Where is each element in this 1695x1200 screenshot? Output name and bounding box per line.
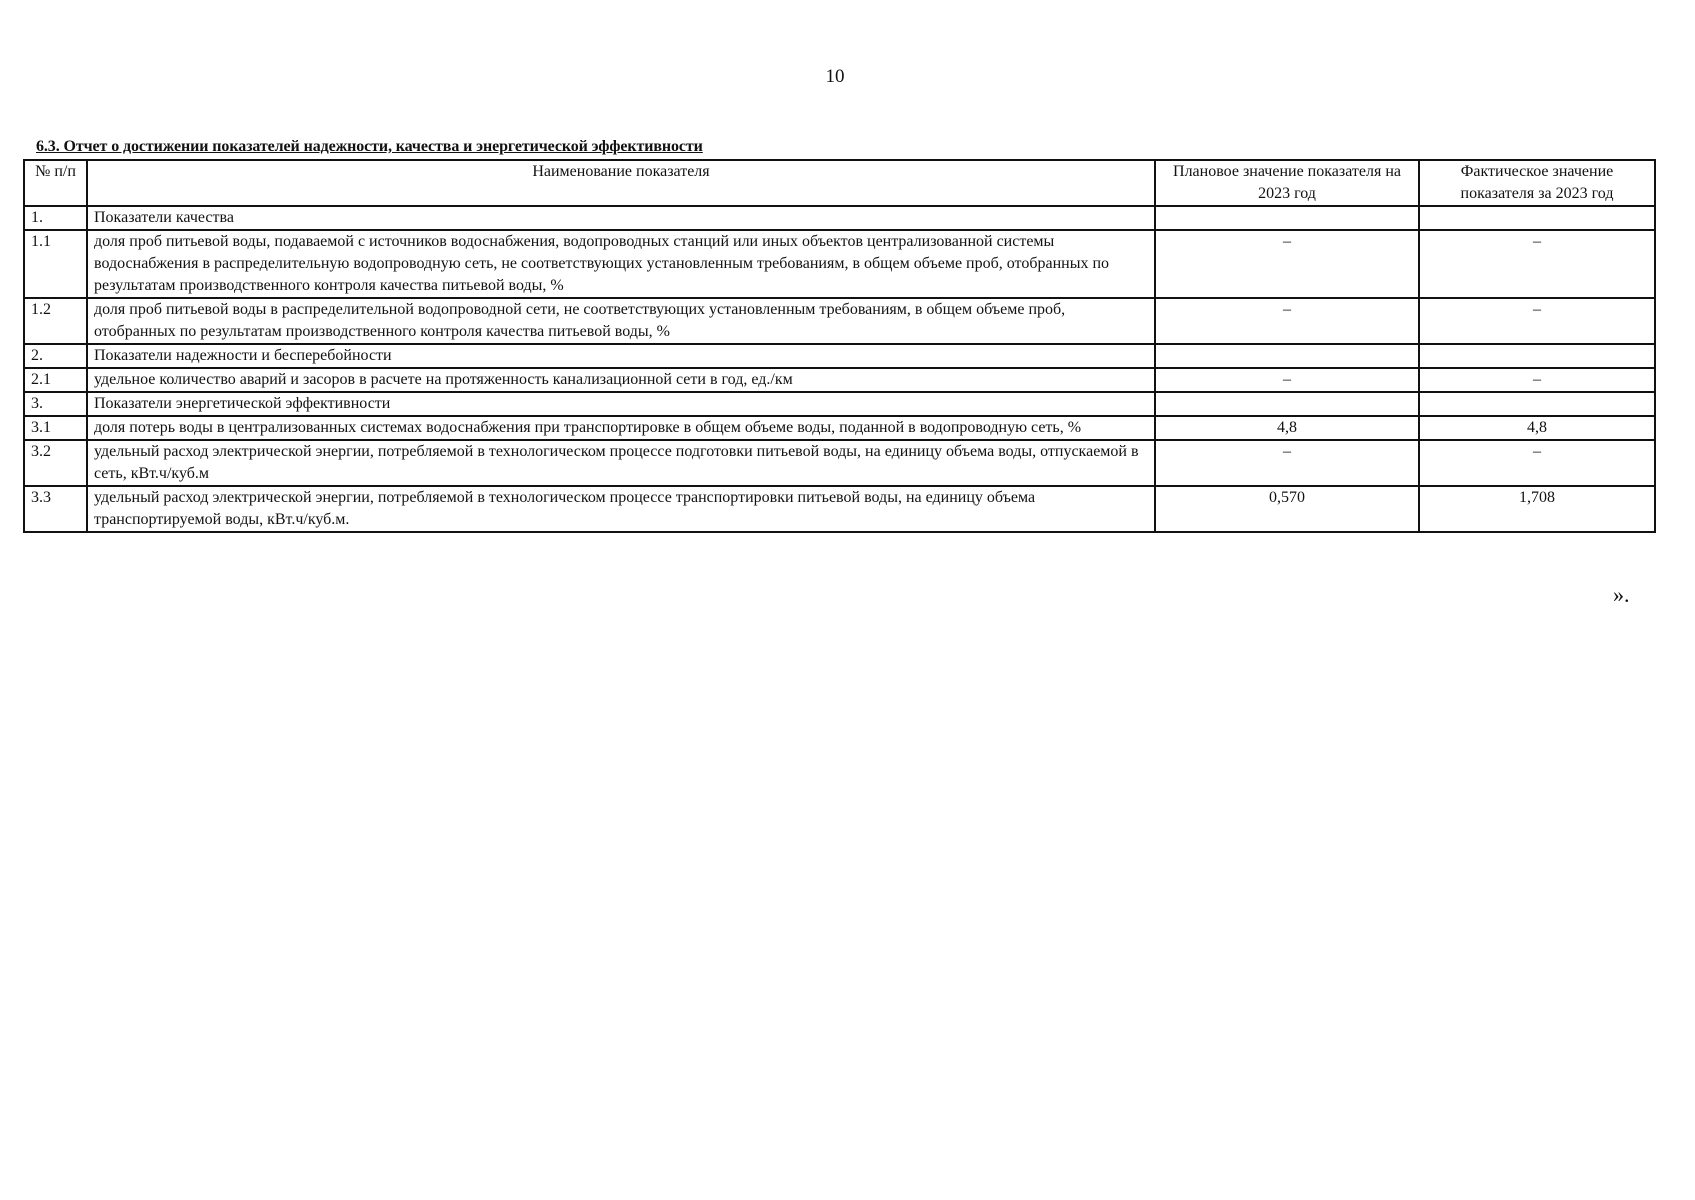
row-plan: –: [1155, 298, 1419, 344]
row-name: Показатели энергетической эффективности: [87, 392, 1155, 416]
row-fact: [1419, 392, 1655, 416]
row-plan: [1155, 206, 1419, 230]
row-num: 3.3: [24, 486, 87, 532]
row-num: 2.: [24, 344, 87, 368]
row-num: 3.: [24, 392, 87, 416]
row-num: 1.1: [24, 230, 87, 298]
row-plan: [1155, 392, 1419, 416]
row-fact: –: [1419, 230, 1655, 298]
header-num: № п/п: [24, 160, 87, 206]
table-row: [24, 416, 1655, 440]
row-name: доля потерь воды в централизованных системах водоснабжения при транспортировке в общем объеме воды, поданной в водопроводную сеть, %: [87, 416, 1155, 440]
row-plan: –: [1155, 440, 1419, 486]
row-fact: [1419, 206, 1655, 230]
row-plan: [1155, 344, 1419, 368]
header-fact: Фактическое значение показателя за 2023 год: [1419, 160, 1655, 206]
row-name: доля проб питьевой воды, подаваемой с источников водоснабжения, водопроводных станций или иных объектов централизованной системы водоснабжения в распределительную водопроводную сеть, не соответствующих установленным требованиям, в общем объеме проб, отобранных по результатам производственного контроля качества питьевой воды, %: [87, 230, 1155, 298]
table-row: [24, 230, 1655, 298]
row-plan: 4,8: [1155, 416, 1419, 440]
row-fact: –: [1419, 440, 1655, 486]
table-row: [24, 440, 1655, 486]
row-fact: –: [1419, 368, 1655, 392]
row-name: Показатели надежности и бесперебойности: [87, 344, 1155, 368]
row-name: доля проб питьевой воды в распределительной водопроводной сети, не соответствующих установленным требованиям, в общем объеме проб, отобранных по результатам производственного контроля качества питьевой воды, %: [87, 298, 1155, 344]
table-row: [24, 298, 1655, 344]
row-num: 1.: [24, 206, 87, 230]
row-name: удельный расход электрической энергии, потребляемой в технологическом процессе транспортировки питьевой воды, на единицу объема транспортируемой воды, кВт.ч/куб.м.: [87, 486, 1155, 532]
row-fact: 1,708: [1419, 486, 1655, 532]
row-fact: 4,8: [1419, 416, 1655, 440]
page-number: 10: [825, 66, 845, 87]
row-plan: –: [1155, 368, 1419, 392]
row-fact: [1419, 344, 1655, 368]
row-plan: 0,570: [1155, 486, 1419, 532]
table-row: [24, 206, 1655, 230]
row-name: удельное количество аварий и засоров в расчете на протяженность канализационной сети в год, ед./км: [87, 368, 1155, 392]
table-row: [24, 392, 1655, 416]
row-num: 3.2: [24, 440, 87, 486]
header-plan: Плановое значение показателя на 2023 год: [1155, 160, 1419, 206]
table-row: [24, 344, 1655, 368]
row-num: 3.1: [24, 416, 87, 440]
row-plan: –: [1155, 230, 1419, 298]
table-header-row: [24, 160, 1655, 206]
header-name: Наименование показателя: [87, 160, 1155, 206]
row-name: удельный расход электрической энергии, потребляемой в технологическом процессе подготовки питьевой воды, на единицу объема воды, отпускаемой в сеть, кВт.ч/куб.м: [87, 440, 1155, 486]
indicators-table: [23, 159, 1656, 533]
row-name: Показатели качества: [87, 206, 1155, 230]
row-num: 1.2: [24, 298, 87, 344]
closing-quote-mark: ».: [1613, 582, 1630, 607]
row-fact: –: [1419, 298, 1655, 344]
table-row: [24, 486, 1655, 532]
row-num: 2.1: [24, 368, 87, 392]
section-title: 6.3. Отчет о достижении показателей надежности, качества и энергетической эффективности: [36, 138, 703, 155]
table-row: [24, 368, 1655, 392]
